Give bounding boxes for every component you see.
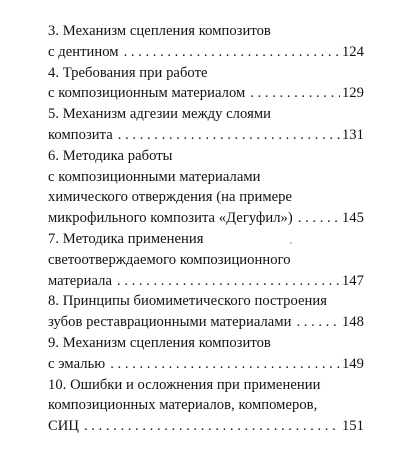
toc-entry-last-line (48, 42, 364, 63)
table-of-contents (48, 21, 364, 437)
toc-entry-title-end: СИЦ (48, 418, 79, 435)
toc-entry-last-line (48, 271, 364, 292)
toc-page-number: 147 (341, 272, 364, 289)
toc-entry[interactable] (48, 375, 364, 437)
toc-entry-last-line (48, 208, 364, 229)
toc-page-number: 149 (341, 355, 364, 372)
dot-leader (84, 416, 340, 437)
dot-leader (298, 208, 340, 229)
toc-entry-last-line (48, 83, 364, 104)
toc-entry-title: 10. Ошибки и осложнения при применении (48, 376, 321, 393)
dot-leader (250, 83, 340, 104)
toc-entry-last-line (48, 416, 364, 437)
toc-entry-title: 8. Принципы биомиметического построения (48, 293, 328, 310)
scan-speck (290, 242, 292, 244)
toc-entry-title: 4. Требования при работе (48, 64, 208, 81)
toc-entry-title: 6. Методика работы (48, 147, 173, 164)
toc-entry[interactable] (48, 63, 364, 105)
toc-page-number: 124 (341, 43, 364, 60)
toc-page-number: 148 (341, 314, 364, 331)
toc-entry-title: 3. Механизм сцепления композитов (48, 23, 271, 39)
toc-entry[interactable] (48, 146, 364, 229)
toc-entry[interactable] (48, 229, 364, 291)
toc-page-number: 129 (341, 85, 364, 102)
toc-entry-last-line (48, 125, 364, 146)
toc-entry-last-line (48, 354, 364, 375)
toc-entry-title-continued: с композиционными материалами (48, 168, 261, 185)
toc-entry[interactable] (48, 104, 364, 146)
toc-page-number: 131 (341, 126, 364, 143)
toc-entry-title: 5. Механизм адгезии между слоями (48, 106, 271, 123)
toc-entry[interactable] (48, 333, 364, 375)
dot-leader (124, 42, 340, 63)
dot-leader (110, 354, 340, 375)
toc-page-number: 145 (341, 210, 364, 227)
toc-entry-title: 7. Методика применения (48, 230, 204, 247)
dot-leader (296, 312, 339, 333)
toc-entry-title: 9. Механизм сцепления композитов (48, 334, 271, 351)
toc-entry-title-end: композита (48, 126, 113, 143)
toc-entry[interactable] (48, 21, 364, 63)
toc-entry-title-end: с композиционным материалом (48, 85, 246, 102)
toc-entry-title-continued: композиционных материалов, компомеров, (48, 397, 318, 414)
toc-entry-title-continued: светоотверждаемого композиционного (48, 251, 291, 268)
toc-entry-last-line (48, 312, 364, 333)
toc-page-number: 151 (341, 418, 364, 435)
toc-entry-title-continued: химического отверждения (на примере (48, 189, 292, 206)
dot-leader (117, 271, 340, 292)
toc-entry-title-end: микрофильного композита «Дегуфил») (48, 210, 293, 227)
toc-entry-title-end: с дентином (48, 43, 119, 60)
toc-entry-title-end: материала (48, 272, 113, 289)
dot-leader (118, 125, 340, 146)
toc-entry-title-end: зубов реставрационными материалами (48, 314, 292, 331)
toc-entry-title-end: с эмалью (48, 355, 106, 372)
toc-entry[interactable] (48, 291, 364, 333)
